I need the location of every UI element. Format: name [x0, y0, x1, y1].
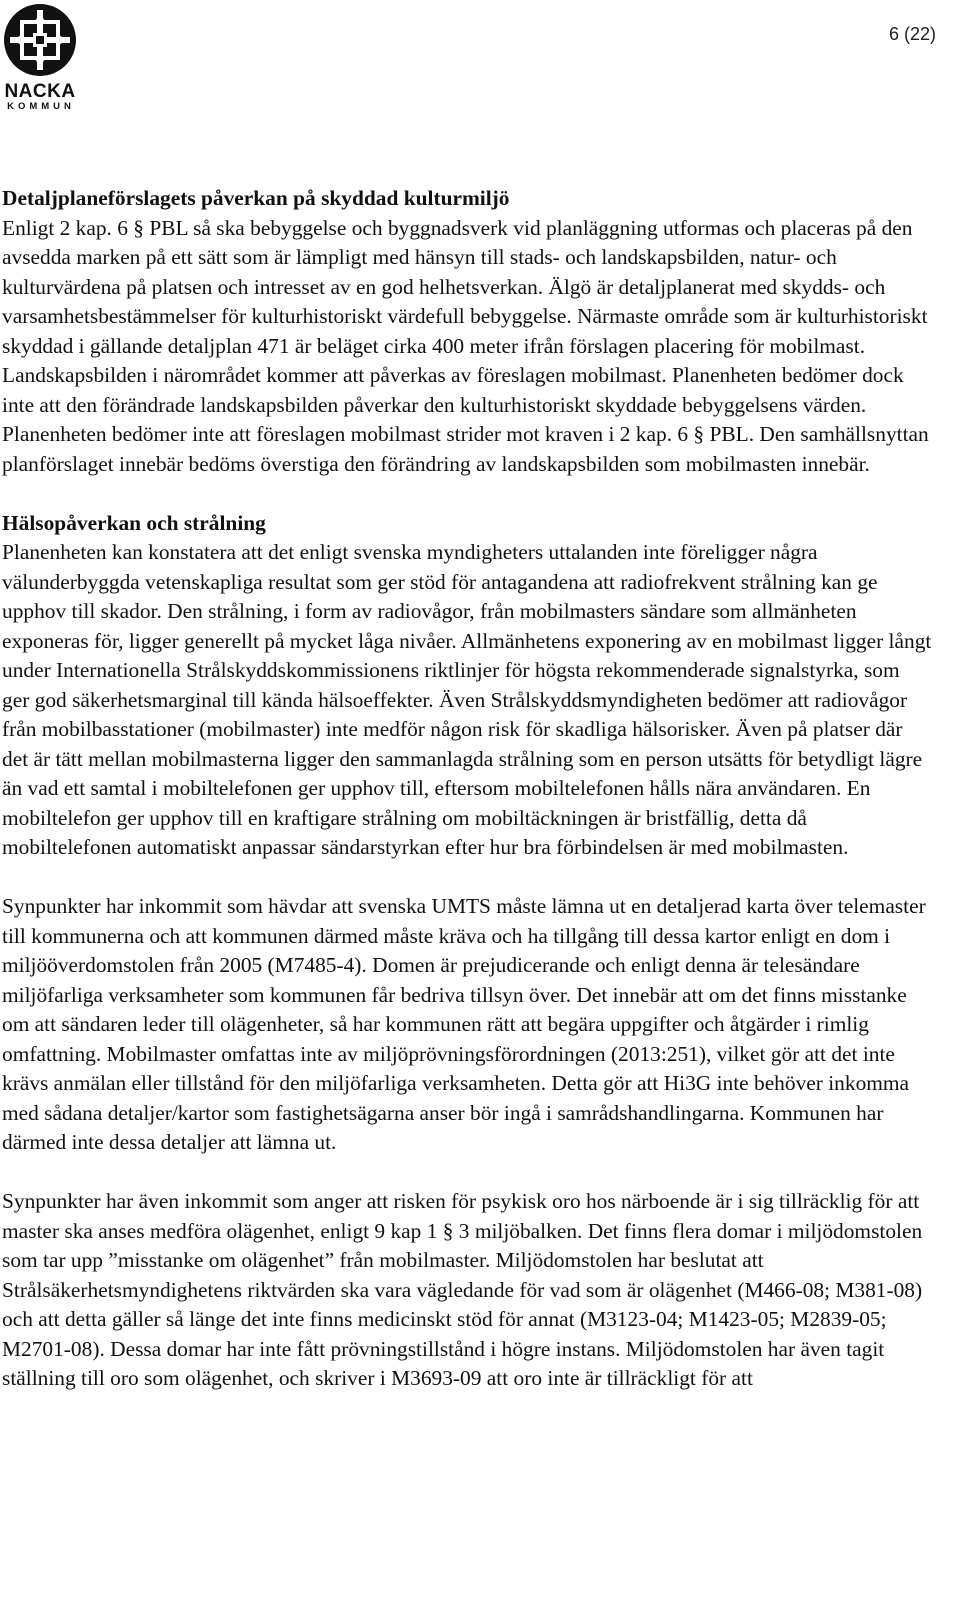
logo-subtitle: KOMMUN	[7, 101, 75, 112]
section-cultural-environment	[2, 184, 932, 479]
spacer	[2, 1158, 932, 1188]
page-number: 6 (22)	[888, 24, 936, 44]
paragraph: Synpunkter har även inkommit som anger att risken för psykisk oro hos närboende är i sig tillräcklig för att master ska anses medföra olägenhet, enligt 9 kap 1 § 3 miljöbalken. Det finns flera domar i miljödomstolen som tar upp ”misstanke om olägenhet” från mobilmaster. Miljödomstolen har beslutat att Strålsäkerhetsmyndighetens riktvärden ska vara vägledande för vad som är olägenhet (M466-08; M381-08) och att detta gäller så länge det inte finns medicinskt stöd för annat (M3123-04; M1423-05; M2839-05; M2701-08). Dessa domar har inte fått prövningstillstånd i högre instans. Miljödomstolen har även tagit ställning till oro som olägenhet, och skriver i M3693-09 att oro inte är tillräckligt för att	[2, 1189, 923, 1390]
document-body	[2, 184, 932, 1394]
logo-name: NACKA	[4, 81, 76, 102]
spacer	[2, 863, 932, 893]
nacka-logo	[2, 2, 78, 114]
section-heading: Detaljplaneförslagets påverkan på skyddad kulturmiljö	[2, 186, 510, 210]
spacer	[2, 479, 932, 509]
paragraph: Enligt 2 kap. 6 § PBL så ska bebyggelse och byggnadsverk vid planläggning utformas och placeras på den avsedda marken på ett sätt som är lämpligt med hänsyn till stads- och landskapsbilden, natur- och kulturvärdena på platsen och intresset av en god helhetsverkan. Älgö är detaljplanerat med skydds- och varsamhetsbestämmelser för kulturhistoriskt värdefull bebyggelse. Närmaste område som är kulturhistoriskt skyddad i gällande detaljplan 471 är beläget cirka 400 meter ifrån förslagen placering för mobilmast. Landskapsbilden i närområdet kommer att påverkas av föreslagen mobilmast. Planenheten bedömer dock inte att den förändrade landskapsbilden påverkar den kulturhistoriskt skyddade bebyggelsens värden. Planenheten bedömer inte att föreslagen mobilmast strider mot kraven i 2 kap. 6 § PBL. Den samhällsnyttan planförslaget innebär bedöms överstiga den förändring av landskapsbilden som mobilmasten innebär.	[2, 215, 929, 476]
nacka-emblem-icon	[2, 2, 78, 78]
section-heading: Hälsopåverkan och strålning	[2, 510, 266, 535]
paragraph: Planenheten kan konstatera att det enligt svenska myndigheters uttalanden inte föreligger några välunderbyggda vetenskapliga resultat som ger stöd för antagandena att radiofrekvent strålning kan ge upphov till skador. Den strålning, i form av radiovågor, från mobilmasters sändare som allmänheten exponeras för, ligger generellt på mycket låga nivåer. Allmänhetens exponering av en mobilmast ligger långt under Internationella Strålskyddskommissionens riktlinjer för högsta rekommenderade signalstyrka, som ger god säkerhetsmarginal till kända hälsoeffekter. Även Strålskyddsmyndigheten bedömer att radiovågor från mobilbasstationer (mobilmaster) inte medför någon risk för skadliga hälsorisker. Även på platser där det är tätt mellan mobilmasterna ligger den sammanlagda strålning som en person utsätts för betydligt lägre än vad ett samtal i mobiltelefonen ger upphov till, eftersom mobiltelefonen hålls nära användaren. En mobiltelefon ger upphov till en kraftigare strålning om mobiltäckningen är bristfällig, detta då mobiltelefonen automatiskt anpassar sändarstyrkan efter hur bra förbindelsen är med mobilmasten.	[2, 540, 932, 859]
paragraph: Synpunkter har inkommit som hävdar att svenska UMTS måste lämna ut en detaljerad karta över telemaster till kommunerna och att kommunen därmed måste kräva och ha tillgång till dessa kartor enligt en dom i miljööverdomstolen från 2005 (M7485-4). Domen är prejudicerande och enligt denna är telesändare miljöfarliga verksamheter som kommunen får bedriva tillsyn över. Det innebär att om det finns misstanke om att sändaren leder till olägenheter, så har kommunen rätt att begära uppgifter och åtgärder i rimlig omfattning. Mobilmaster omfattas inte av miljöprövningsförordningen (2013:251), vilket gör att det inte krävs anmälan eller tillstånd för den miljöfarliga verksamheten. Detta gör att Hi3G inte behöver inkomma med sådana detaljer/kartor som fastighetsägarna anser bör ingå i samrådshandlingarna. Kommunen har därmed inte dessa detaljer att lämna ut.	[2, 894, 926, 1154]
section-health-radiation	[2, 509, 932, 1394]
